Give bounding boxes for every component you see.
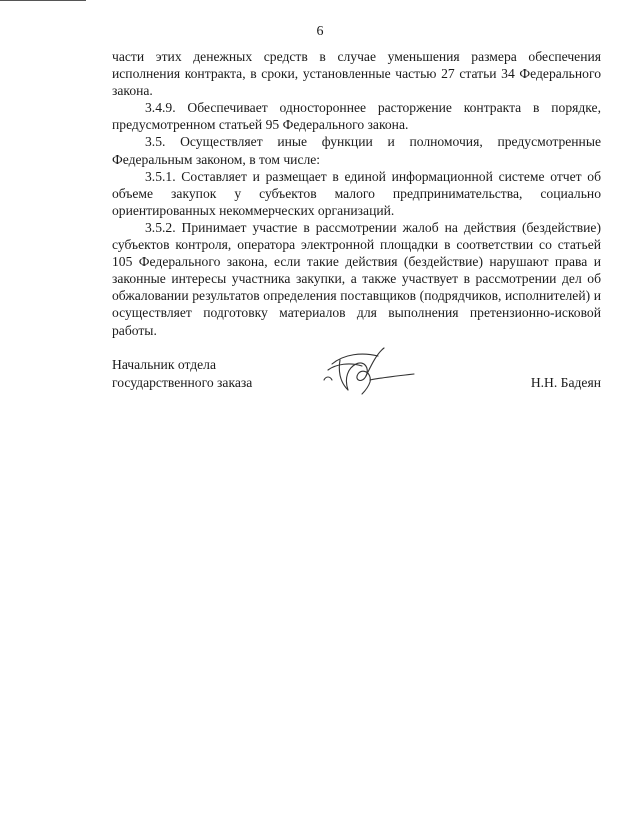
paragraph-continuation: части этих денежных средств в случае уменьшения размера обеспечения исполнения контракта, в сроки, установленные частью 27 статьи 34 Федерального закона. (112, 49, 601, 99)
signatory-position (112, 356, 252, 391)
signature-block (112, 356, 601, 406)
handwritten-signature-icon (318, 346, 418, 398)
top-rule (0, 0, 86, 1)
signatory-name: Н.Н. Бадеян (530, 375, 601, 390)
document-body (112, 48, 601, 339)
paragraph-3-4-9: 3.4.9. Обеспечивает одностороннее расторжение контракта в порядке, предусмотренном статьей 95 Федерального закона. (112, 100, 601, 133)
signatory-position-line2: государственного заказа (112, 374, 253, 390)
signatory-position-line1: Начальник отдела (112, 357, 216, 372)
paragraph-3-5-2: 3.5.2. Принимает участие в рассмотрении жалоб на действия (бездействие) субъектов контроля, оператора электронной площадки в соответствии со статьей 105 Федерального закона, если такие действия (бездействие) нарушают права и законные интересы участника закупки, а также участвует в рассмотрении дел об обжаловании результатов определения поставщиков (подрядчиков, исполнителей) и осуществляет подготовку материалов для выполнения претензионно-исковой работы. (112, 219, 601, 338)
page-number: 6 (316, 24, 324, 39)
paragraph-3-5-1: 3.5.1. Составляет и размещает в единой информационной системе отчет об объеме закупок у субъектов малого предпринимательства, социально ориентированных некоммерческих организаций. (112, 168, 601, 218)
paragraph-3-5: 3.5. Осуществляет иные функции и полномочия, предусмотренные Федеральным законом, в том числе: (112, 134, 601, 167)
